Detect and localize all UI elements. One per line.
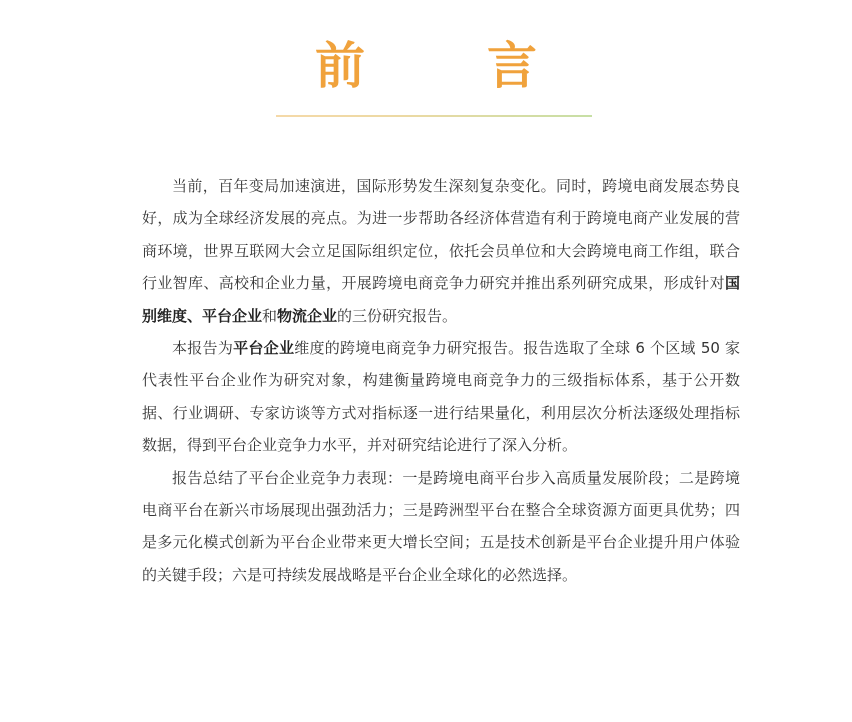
paragraph-1 (142, 170, 740, 332)
paragraph-1-connector: 和 (262, 306, 278, 325)
paragraph-1-ending: 的三份研究报告。 (337, 306, 458, 325)
paragraph-2-intro: 本报告为 (172, 339, 234, 358)
preface-body (142, 170, 740, 591)
paragraph-2 (142, 332, 740, 462)
paragraph-3-text: 报告总结了平台企业竞争力表现：一是跨境电商平台步入高质量发展阶段；二是跨境电商平台在新兴市场展现出强劲活力；三是跨洲型平台在整合全球资源方面更具优势；四是多元化模式创新为平台企业带来更大增长空间；五是技术创新是平台企业提升用户体验的关键手段；六是可持续发展战略是平台企业全球化的必然选择。 (142, 468, 740, 584)
bold-platform: 平台企业 (233, 339, 295, 358)
paragraph-2-text: 维度的跨境电商竞争力研究报告。报告选取了全球 6 个区域 50 家代表性平台企业作为研究对象，构建衡量跨境电商竞争力的三级指标体系，基于公开数据、行业调研、专家访谈等方式对指标逐一进行结果量化，利用层次分析法逐级处理指标数据，得到平台企业竞争力水平，并对研究结论进行了深入分析。 (142, 339, 740, 455)
title-divider (276, 115, 592, 117)
paragraph-1-text: 当前，百年变局加速演进，国际形势发生深刻复杂变化。同时，跨境电商发展态势良好，成为全球经济发展的亮点。为进一步帮助各经济体营造有利于跨境电商产业发展的营商环境，世界互联网大会立足国际组织定位，依托会员单位和大会跨境电商工作组，联合行业智库、高校和企业力量，开展跨境电商竞争力研究并推出系列研究成果，形成针对 (142, 177, 740, 293)
bold-country-platform: 国别维度、平台企业 (142, 274, 740, 325)
page-title: 前 言 (315, 37, 573, 95)
paragraph-3 (142, 462, 740, 592)
bold-logistics: 物流企业 (277, 306, 338, 325)
